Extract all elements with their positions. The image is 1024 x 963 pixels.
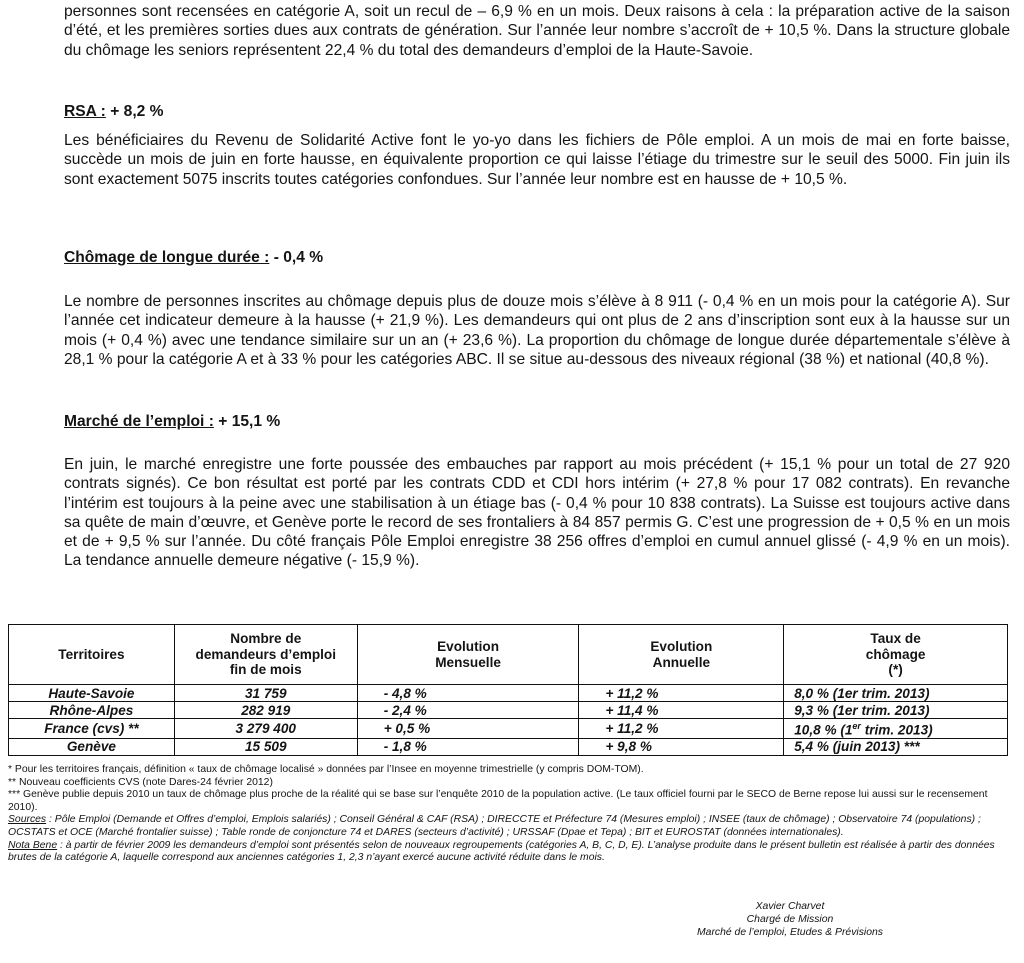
signature-dept: Marché de l’emploi, Etudes & Prévisions	[697, 927, 883, 938]
header-nombre	[174, 625, 357, 685]
header-territoires: Territoires	[9, 625, 175, 685]
section-title: RSA :	[64, 103, 106, 120]
section-heading-longue-duree	[64, 249, 323, 267]
header-line: Annuelle	[652, 654, 711, 670]
sources-note	[8, 814, 1016, 839]
header-line: Evolution	[650, 639, 713, 654]
header-taux	[784, 625, 1008, 685]
cell-annuelle: + 9,8 %	[579, 738, 784, 755]
cell-mensuelle: - 1,8 %	[357, 738, 579, 755]
cell-mensuelle: - 2,4 %	[357, 702, 579, 719]
header-line: (*)	[888, 662, 903, 678]
cell-nombre: 15 509	[174, 738, 357, 755]
section-heading-rsa	[64, 103, 164, 121]
sources-label: Sources	[8, 814, 47, 826]
section-title: Chômage de longue durée :	[64, 249, 270, 266]
cell-annuelle: + 11,4 %	[579, 702, 784, 719]
signature-name: Xavier Charvet	[755, 901, 825, 912]
header-line: Mensuelle	[435, 654, 501, 670]
table-header-row	[9, 625, 1008, 685]
header-line: demandeurs d’emploi	[195, 646, 337, 662]
signature-role: Chargé de Mission	[746, 914, 834, 925]
header-line: Evolution	[437, 639, 500, 654]
cell-territoire: Haute-Savoie	[9, 685, 175, 702]
section-title: Marché de l’emploi :	[64, 413, 214, 430]
marche-emploi-paragraph: En juin, le marché enregistre une forte poussée des embauches par rapport au mois précédent (+ 15,1 % pour un total de 27 920 contrats signés). Ce bon résultat est porté par les contrats CDD et CDI hors intérim (+ 27,8 % pour 17 082 contrats). En revanche l’intérim est toujours à la peine avec une stabilisation à un étiage bas (- 0,4 % pour 10 838 contrats). La Suisse est toujours active dans sa quête de main d’œuvre, et Genève porte le record de ses frontaliers à 84 857 permis G. C’est une progression de + 0,5 % en un mois et de + 9,5 % sur l’année. Du côté français Pôle Emploi enregistre 38 256 offres d’emploi en cumul annuel glissé (- 4,9 % en un mois). La tendance annuelle demeure négative (- 15,9 %).	[64, 456, 1010, 570]
header-line: Taux de	[870, 631, 921, 647]
cell-nombre: 3 279 400	[174, 719, 357, 739]
table-row	[9, 685, 1008, 702]
cell-nombre: 31 759	[174, 685, 357, 702]
cell-taux: 5,4 % (juin 2013) ***	[784, 738, 1008, 755]
section-value: - 0,4 %	[273, 249, 324, 266]
header-line: Nombre de	[230, 631, 302, 647]
taux-part: trim. 2013)	[860, 722, 933, 738]
sources-text: : Pôle Emploi (Demande et Offres d’emploi, Emplois salariés) ; Conseil Général & CAF (RSA) ; DIRECCTE et Préfecture 74 (Mesures emploi) ; INSEE (taux de chômage) ; Observatoire 74 (populations) ; OCSTATS et OCE (Marché frontalier suisse) ; Table ronde de conjoncture 74 et DARES (secteurs d’activité) ; URSSAF (Dpae et Tepa) ; BIT et EUROSTAT (données internationales).	[8, 814, 981, 838]
nota-bene-text: : à partir de février 2009 les demandeurs d’emploi sont présentés selon de nouveaux regroupements (catégories A, B, C, D, E). L’analyse produite dans le présent bulletin est réalisée à partir des données brutes de la catégorie A, laquelle correspond aux anciennes catégories 1, 2,3 n’ayant exercé aucune activité réduite dans le mois.	[8, 839, 995, 864]
header-mensuelle	[357, 625, 579, 685]
cell-annuelle: + 11,2 %	[579, 719, 784, 739]
rsa-paragraph: Les bénéficiaires du Revenu de Solidarité Active font le yo-yo dans les fichiers de Pôle emploi. A un mois de mai en forte baisse, succède un mois de juin en forte hausse, en équivalente proportion ce qui laisse l’étiage du trimestre sur le seuil des 5000. Fin juin ils sont exactement 5075 inscrits toutes catégories confondues. Sur l’année leur nombre est en hausse de + 10,5 %.	[64, 132, 1010, 188]
taux-superscript: er	[852, 721, 861, 731]
section-value: + 8,2 %	[110, 103, 164, 120]
cell-taux: 9,3 % (1er trim. 2013)	[784, 702, 1008, 719]
header-line: chômage	[865, 646, 926, 662]
cell-mensuelle: - 4,8 %	[357, 685, 579, 702]
section-heading-marche-emploi	[64, 413, 280, 431]
cell-annuelle: + 11,2 %	[579, 685, 784, 702]
footnotes	[8, 764, 1016, 865]
nota-bene-label: Nota Bene	[8, 839, 58, 851]
cell-territoire: Rhône-Alpes	[9, 702, 175, 719]
footnote: ** Nouveau coefficients CVS (note Dares-24 février 2012)	[8, 776, 273, 788]
footnote: *** Genève publie depuis 2010 un taux de chômage plus proche de la réalité qui se base sur l’enquête 2010 de la population active. (Le taux officiel fourni par le SECO de Berne repose lui aussi sur le recensement 2010).	[8, 789, 988, 813]
intro-paragraph: personnes sont recensées en catégorie A, soit un recul de – 6,9 % en un mois. Deux raisons à cela : la préparation active de la saison d’été, et les premières sorties dues aux contrats de génération. Sur l’année leur nombre s’accroît de + 10,5 %. Dans la structure globale du chômage les seniors représentent 22,4 % du total des demandeurs d’emploi de la Haute-Savoie.	[64, 3, 1010, 59]
stats-table	[8, 624, 1008, 756]
header-annuelle	[579, 625, 784, 685]
footnote: * Pour les territoires français, définition « taux de chômage localisé » données par l’Insee en moyenne trimestrielle (y compris DOM-TOM).	[8, 764, 644, 775]
cell-nombre: 282 919	[174, 702, 357, 719]
section-value: + 15,1 %	[218, 413, 281, 430]
longue-duree-paragraph: Le nombre de personnes inscrites au chômage depuis plus de douze mois s’élève à 8 911 (- 0,4 % en un mois pour la catégorie A). Sur l’année cet indicateur demeure à la hausse (+ 21,9 %). Les demandeurs qui ont plus de 2 ans d’inscription sont eux à la hausse sur un mois (+ 0,4 %) avec une tendance similaire sur un an (+ 23,6 %). La proportion du chômage de longue durée départementale s’élève à 28,1 % pour la catégorie A et à 33 % pour les catégories ABC. Il se situe au-dessous des niveaux régional (38 %) et national (40,8 %).	[64, 293, 1010, 368]
cell-territoire: France (cvs) **	[9, 719, 175, 739]
cell-territoire: Genève	[9, 738, 175, 755]
nota-bene-note	[8, 840, 1016, 865]
table-row	[9, 719, 1008, 739]
header-line: fin de mois	[229, 662, 302, 678]
table-row	[9, 738, 1008, 755]
cell-mensuelle: + 0,5 %	[357, 719, 579, 739]
signature-block	[640, 900, 940, 939]
cell-taux	[784, 719, 1008, 739]
cell-taux: 8,0 % (1er trim. 2013)	[784, 685, 1008, 702]
taux-part: 10,8 % (1	[794, 722, 853, 738]
table-row	[9, 702, 1008, 719]
